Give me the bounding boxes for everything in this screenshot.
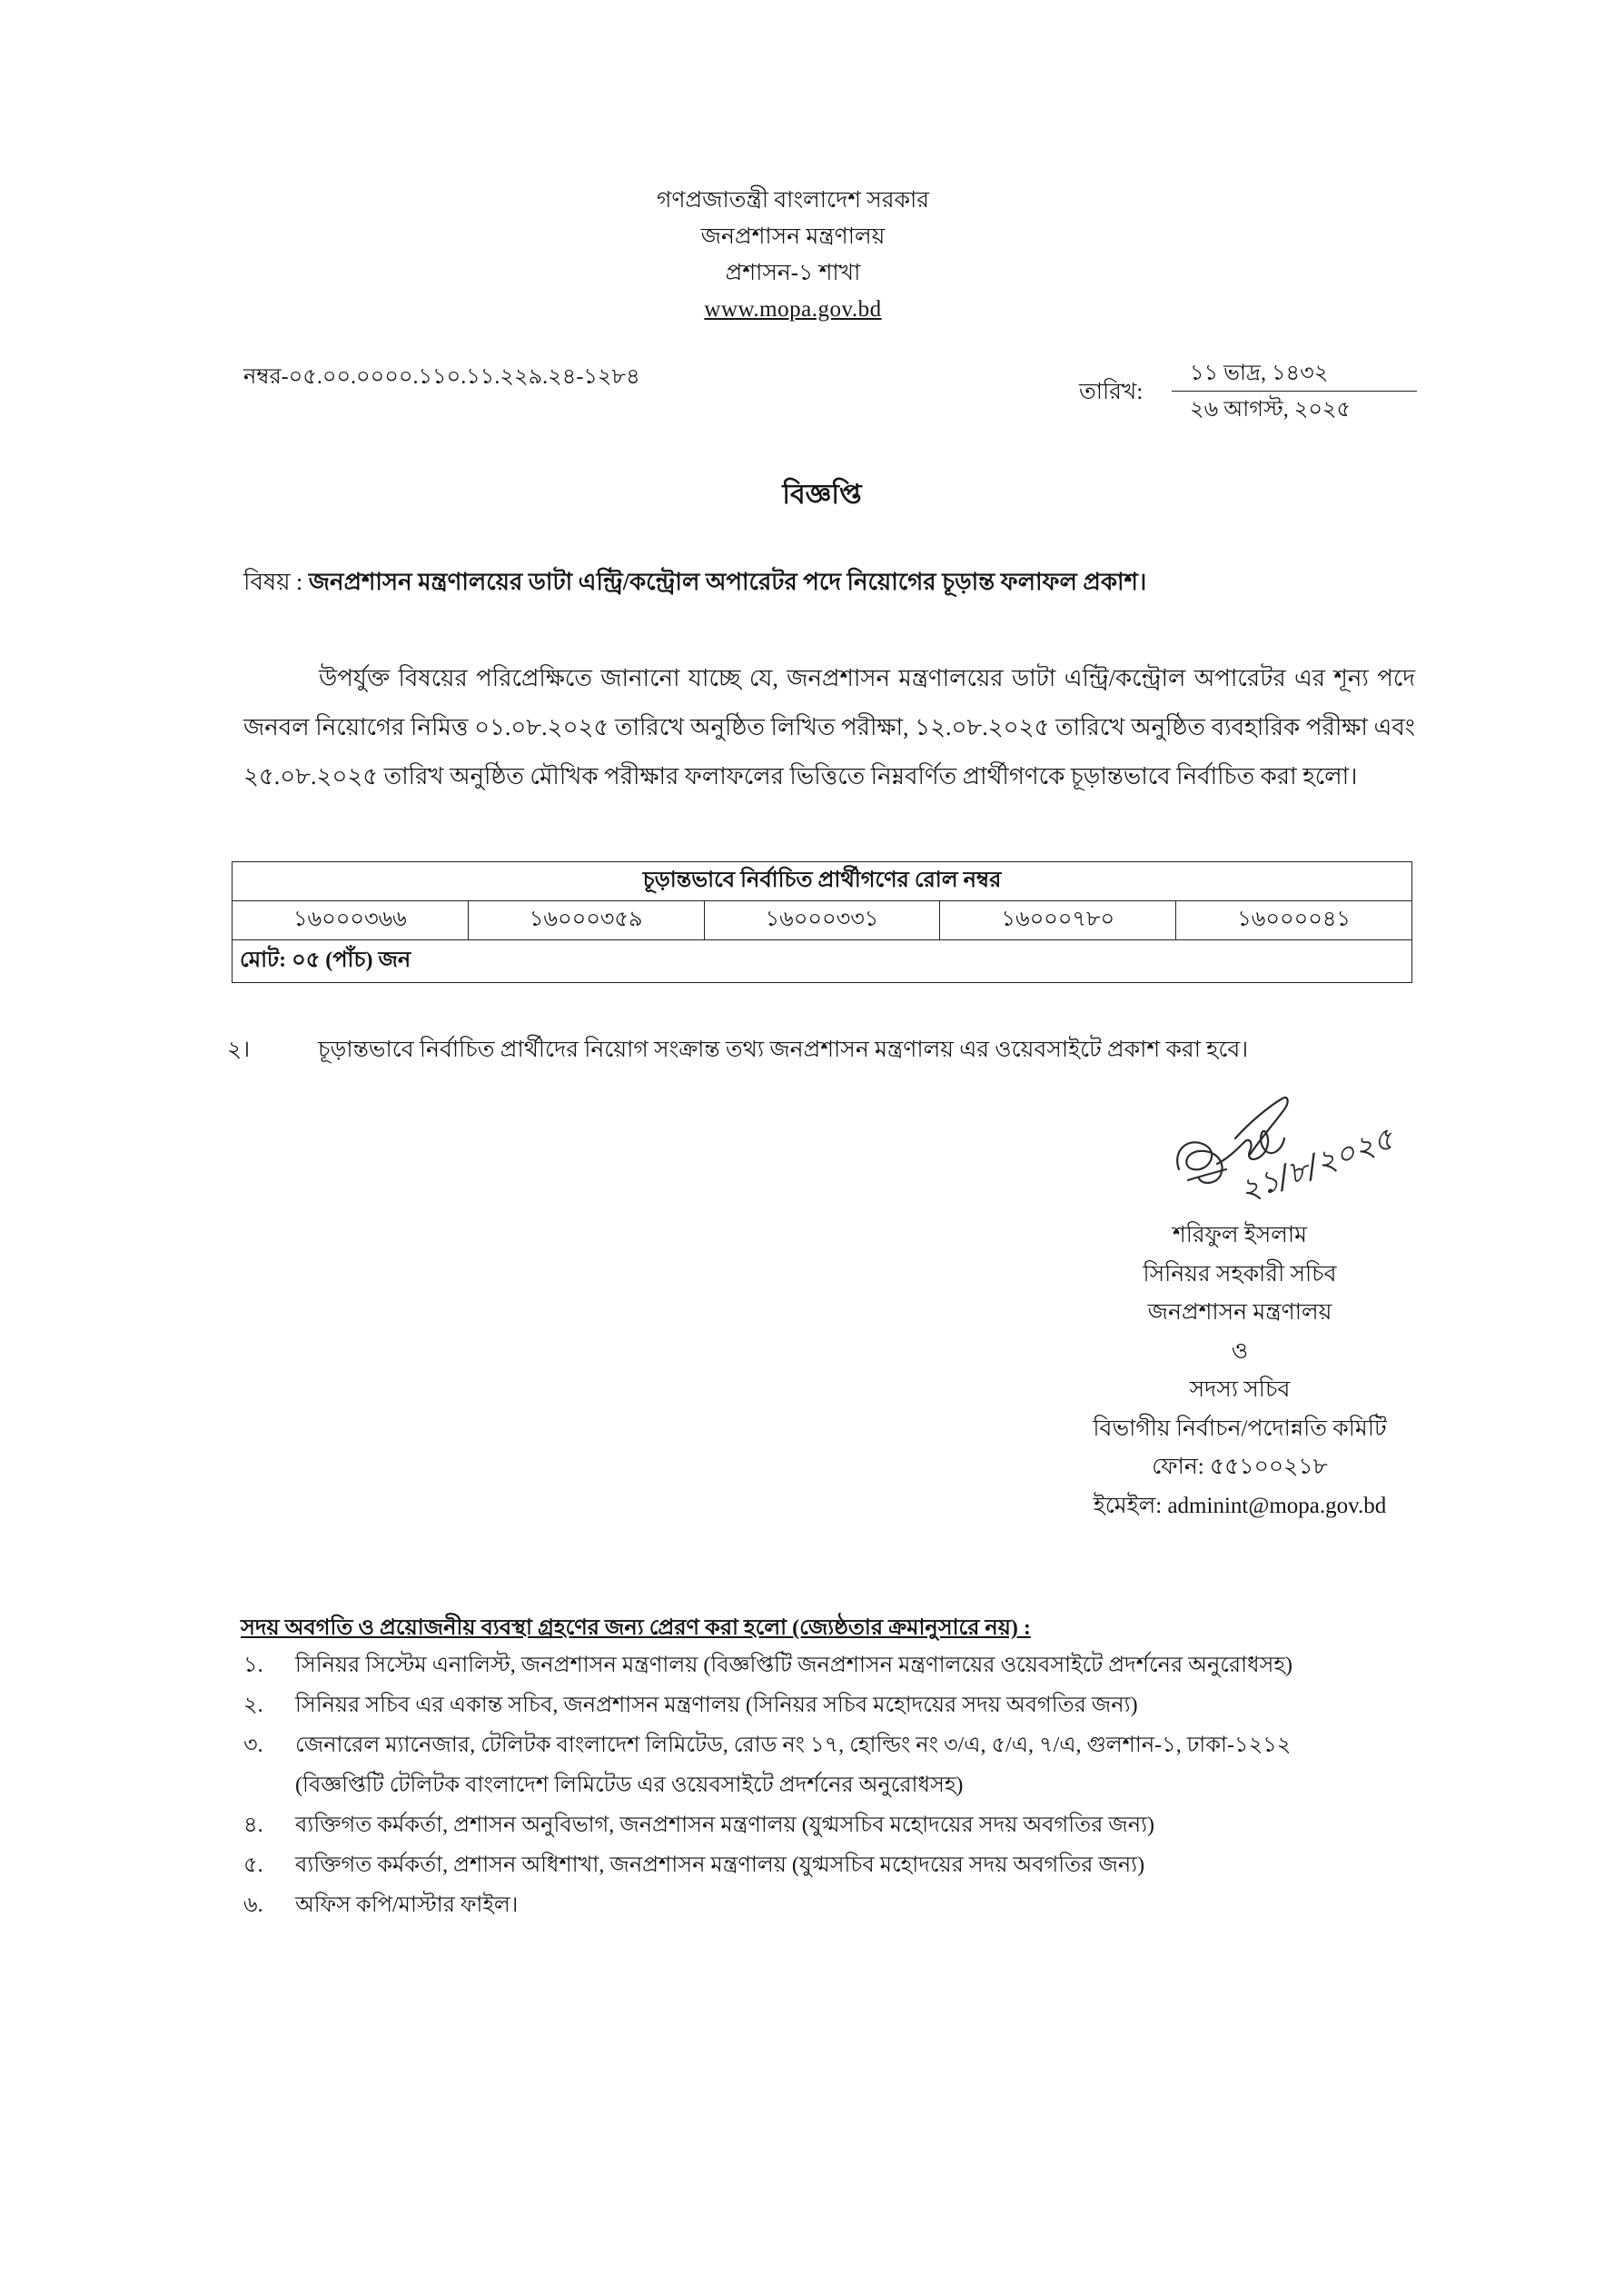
list-item-number: ৬. [243,1893,263,1917]
list-item-text: ব্যক্তিগত কর্মকর্তা, প্রশাসন অধিশাখা, জনপ্রশাসন মন্ত্রণালয় (যুগ্মসচিব মহোদয়ের সদয় অবগতির জন্য) [295,1853,1145,1877]
date-gregorian: ২৬ আগস্ট, ২০২৫ [1190,398,1352,422]
website-link: www.mopa.gov.bd [704,297,882,322]
roll-number-cell: ১৬০০০৩৬৬ [233,901,469,940]
signatory-email: ইমেইল: adminint@mopa.gov.bd [1093,1493,1387,1518]
list-item-text: ব্যক্তিগত কর্মকর্তা, প্রশাসন অনুবিভাগ, জনপ্রশাসন মন্ত্রণালয় (যুগ্মসচিব মহোদয়ের সদয় অবগতির জন্য) [295,1813,1155,1837]
distribution-heading: সদয় অবগতি ও প্রয়োজনীয় ব্যবস্থা গ্রহণের জন্য প্রেরণ করা হলো (জ্যেষ্ঠতার ক্রমানুসারে নয়) : [241,1616,1031,1640]
body-paragraph: উপর্যুক্ত বিষয়ের পরিপ্রেক্ষিতে জানানো যাচ্ছে যে, জনপ্রশাসন মন্ত্রণালয়ের ডাটা এন্ট্রি/কন্ট্রোল অপারেটর এর শূন্য পদে জনবল নিয়োগের নিমিত্ত ০১.০৮.২০২৫ তারিখে অনুষ্ঠিত লিখিত পরীক্ষা, ১২.০৮.২০২৫ তারিখে অনুষ্ঠিত ব্যবহারিক পরীক্ষা এবং ২৫.০৮.২০২৫ তারিখ অনুষ্ঠিত মৌখিক পরীক্ষার ফলাফলের ভিত্তিতে নিম্নবর্ণিত প্রার্থীগণকে চূড়ান্তভাবে নির্বাচিত করা হলো। [243,665,1415,790]
list-item-text-group [295,1725,1424,1805]
list-item-text: সিনিয়র সিস্টেম এনালিস্ট, জনপ্রশাসন মন্ত্রণালয় (বিজ্ঞপ্তিটি জনপ্রশাসন মন্ত্রণালয়ের ওয়েবসাইটে প্রদর্শনের অনুরোধসহ) [295,1654,1292,1677]
list-item [243,1885,1424,1925]
signatory-block [1013,1217,1467,1525]
date-bangla: ১১ ভাদ্র, ১৪৩২ [1172,356,1417,392]
total-count: মোট: ০৫ (পাঁচ) জন [233,940,1412,983]
list-item-text: অফিস কপি/মাস্টার ফাইল। [295,1893,519,1917]
total-row [233,940,1412,983]
results-table-header-row [233,862,1412,901]
signature-date: ২১/৮/২০২৫ [1234,1120,1399,1210]
list-item-number: ২. [243,1694,263,1717]
point-2-number: ২। [227,1038,251,1062]
roll-number-cell: ১৬০০০০৪১ [1176,901,1412,940]
signatory-ministry: জনপ্রশাসন মন্ত্রণালয় [1147,1300,1332,1325]
subject-label: বিষয় : [243,569,303,595]
distribution-list [243,1645,1424,1925]
signatory-conjunction: ও [1231,1338,1249,1364]
memo-number: নম্বর-০৫.০০.০০০০.১১০.১১.২২৯.২৪-১২৮৪ [243,365,640,389]
point-2-text: চূড়ান্তভাবে নির্বাচিত প্রার্থীদের নিয়োগ সংক্রান্ত তথ্য জনপ্রশাসন মন্ত্রণালয় এর ওয়েবসাইটে প্রকাশ করা হবে। [318,1038,1249,1062]
subject-text: জনপ্রশাসন মন্ত্রণালয়ের ডাটা এন্ট্রি/কন্ট্রোল অপারেটর পদে নিয়োগের চূড়ান্ত ফলাফল প্রকাশ। [308,569,1147,595]
section-name: প্রশাসন-১ শাখা [725,261,861,285]
list-item [243,1845,1424,1885]
signature [1163,1086,1462,1222]
list-item-number: ১. [243,1654,263,1677]
signatory-phone: ফোন: ৫৫১০০২১৮ [1152,1455,1328,1479]
results-table-header: চূড়ান্তভাবে নির্বাচিত প্রার্থীগণের রোল নম্বর [233,862,1412,901]
roll-number-row [233,901,1412,940]
list-item-text: সিনিয়র সচিব এর একান্ত সচিব, জনপ্রশাসন মন্ত্রণালয় (সিনিয়র সচিব মহোদয়ের সদয় অবগতির জন্য) [295,1694,1138,1717]
roll-number-cell: ১৬০০০৩৩১ [704,901,940,940]
subject-line [243,565,1424,600]
list-item [243,1725,1424,1805]
results-table [232,861,1412,983]
notice-title: বিজ্ঞপ্তি [782,480,862,510]
signatory-role: সদস্য সচিব [1189,1377,1291,1402]
letterhead [0,183,1586,328]
list-item-text: জেনারেল ম্যানেজার, টেলিটক বাংলাদেশ লিমিটেড, রোড নং ১৭, হোল্ডিং নং ৩/এ, ৫/এ, ৭/এ, গুলশান-১, ঢাকা-১২১২ [295,1734,1292,1757]
list-item-continuation: (বিজ্ঞপ্তিটি টেলিটক বাংলাদেশ লিমিটেড এর ওয়েবসাইটে প্রদর্শনের অনুরোধসহ) [295,1773,964,1797]
roll-number-cell: ১৬০০০৭৮০ [940,901,1176,940]
list-item [243,1805,1424,1845]
signatory-name: শরিফুল ইসলাম [1172,1223,1308,1247]
date-label: তারিখ: [1079,380,1144,404]
government-name: গণপ্রজাতন্ত্রী বাংলাদেশ সরকার [656,188,930,213]
list-item-number: ৪. [243,1813,263,1837]
signatory-committee: বিভাগীয় নির্বাচন/পদোন্নতি কমিটি [1093,1416,1387,1441]
signatory-designation: সিনিয়র সহকারী সচিব [1143,1261,1337,1287]
list-item-number: ৫. [243,1853,263,1877]
roll-number-cell: ১৬০০০৩৫৯ [468,901,704,940]
list-item [243,1645,1424,1685]
signature-stroke [1217,1131,1284,1164]
list-item [243,1685,1424,1725]
list-item-number: ৩. [243,1734,263,1757]
ministry-name: জনপ্রশাসন মন্ত্রণালয় [700,224,886,249]
date-block [1172,356,1417,428]
